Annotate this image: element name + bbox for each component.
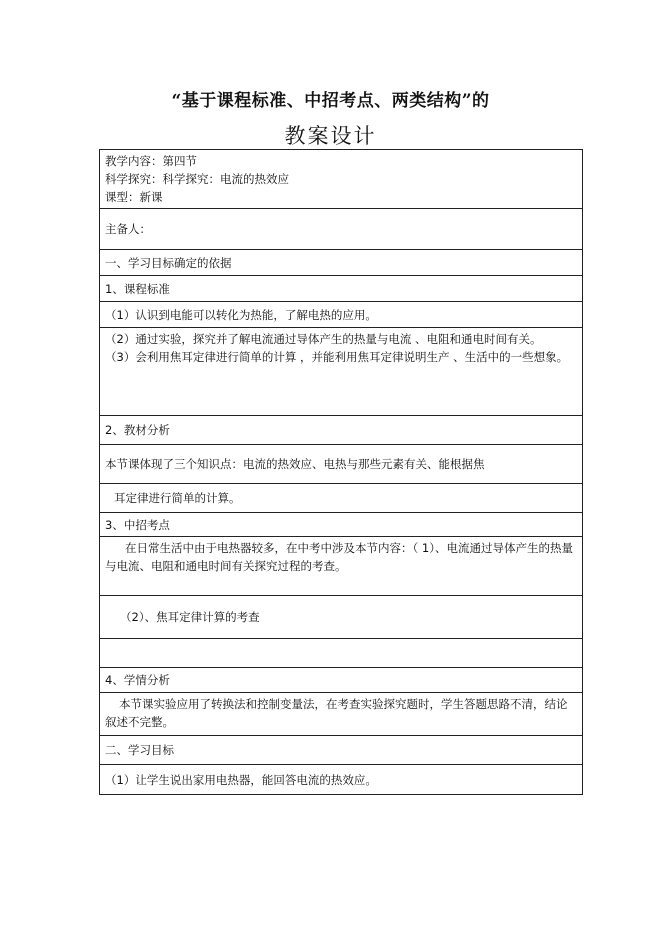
standards-cell: [100, 328, 583, 416]
table-row: [100, 537, 583, 596]
goal-item-1: （1）让学生说出家用电热器，能回答电流的热效应。: [100, 765, 583, 795]
table-row: [100, 250, 583, 276]
table-row: [100, 150, 583, 209]
standard-item-2: （2）通过实验，探究并了解电流通过导体产生的热量与电流 、电阻和通电时间有关。: [105, 332, 542, 346]
table-row: [100, 513, 583, 537]
header-cell: [100, 150, 583, 209]
table-row: [100, 765, 583, 795]
exam-point-1: 在日常生活中由于电热器较多，在中考中涉及本节内容：（ 1）、电流通过导体产生的热量与电流、电阻和通电时间有关探究过程的考查。: [100, 537, 583, 596]
textbook-analysis-line-1: 本节课体现了三个知识点：电流的热效应、电热与那些元素有关、能根据焦: [100, 445, 583, 484]
table-row: [100, 736, 583, 765]
science-inquiry: 科学探究：科学探究：电流的热效应: [105, 172, 289, 186]
table-row: [100, 209, 583, 250]
preparer: 主备人：: [100, 209, 583, 250]
subheading-student-analysis: 4、学情分析: [100, 668, 583, 693]
table-row: [100, 596, 583, 639]
table-row: [100, 276, 583, 302]
table-row: [100, 693, 583, 736]
subheading-curriculum-standard: 1、课程标准: [100, 276, 583, 302]
section-heading-basis: 一、学习目标确定的依据: [100, 250, 583, 276]
table-row: [100, 328, 583, 416]
table-row: [100, 484, 583, 513]
section-heading-goals: 二、学习目标: [100, 736, 583, 765]
textbook-analysis-line-2: 耳定律进行简单的计算。: [100, 484, 583, 513]
table-row: [100, 302, 583, 328]
subheading-textbook-analysis: 2、教材分析: [100, 416, 583, 445]
student-analysis: 本节课实验应用了转换法和控制变量法，在考查实验探究题时，学生答题思路不清，结论叙述不完整。: [100, 693, 583, 736]
exam-point-2: （2）、焦耳定律计算的考查: [100, 596, 583, 639]
lesson-plan-table: [99, 149, 583, 795]
standard-item-3: （3）会利用焦耳定律进行简单的计算 ，并能利用焦耳定律说明生产 、生活中的一些想象。: [105, 350, 569, 364]
lesson-type: 课型：新课: [105, 190, 163, 204]
table-row: [100, 416, 583, 445]
standard-item-1: （1）认识到电能可以转化为热能，了解电热的应用。: [100, 302, 583, 328]
subheading-exam-points: 3、中招考点: [100, 513, 583, 537]
document-subtitle: 教案设计: [284, 124, 377, 148]
table-row: [100, 668, 583, 693]
empty-cell: [100, 639, 583, 668]
teaching-content: 教学内容：第四节: [105, 154, 197, 168]
table-row: [100, 639, 583, 668]
table-row: [100, 445, 583, 484]
document-title: “基于课程标准、中招考点、两类结构”的: [171, 91, 490, 111]
